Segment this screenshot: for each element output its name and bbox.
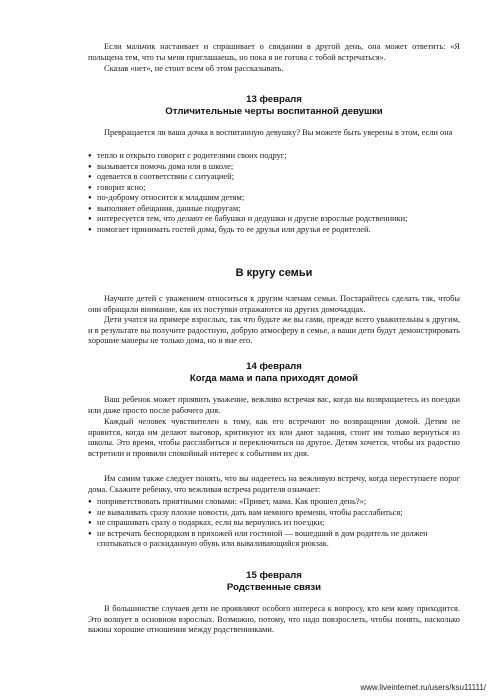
feb13-bullet-list (88, 151, 460, 235)
list-item: ● говорит ясно; (88, 183, 460, 194)
family-paragraph-1: Научите детей с уважением относиться к другим членам семьи. Постарайтесь сделать так, чтобы они обращали внимание, как их поступки отражаются на других домочадцах. (88, 294, 460, 314)
list-item: ● не вываливать сразу плохие новости, дать вам немного времени, чтобы расслабиться; (88, 508, 460, 519)
feb14-bullet-list (88, 497, 460, 550)
feb14-paragraph-1: Ваш ребенок может проявить уважение, вежливо встречая вас, когда вы возвращаетесь из поездки или даже просто после рабочего дня. (88, 395, 460, 415)
feb13-title-heading: Отличительные черты воспитанной девушки (165, 106, 383, 117)
list-item: ● помогает принимать гостей дома, будь то ее друзья или друзья ее родителей. (88, 225, 460, 236)
list-item: ● вызывается помочь дома или в школе; (88, 162, 460, 173)
list-item: ● одевается в соответствии с ситуацией; (88, 172, 460, 183)
list-item: ● выполняет обещания, данные подругам; (88, 204, 460, 215)
feb14-title-heading: Когда мама и папа приходят домой (189, 373, 359, 384)
intro-paragraph-1: Если мальчик настаивает и спрашивает о свидании в другой день, она может ответить: «Я польщена тем, что ты меня приглашаешь, но пока я не готова с тобой встречаться». (88, 42, 460, 62)
family-section-heading: В кругу семьи (235, 267, 313, 279)
feb15-paragraph-1: В большинстве случаев дети не проявляют особого интереса к вопросу, кто кем кому приходится. Это волнует в основном взрослых. Возможно, потому, что надо повзрослеть, чтобы понять, насколько важны хорошие отношения между родственниками. (88, 604, 460, 635)
feb13-lead-paragraph: Превращается ли ваша дочка в воспитанную девушку? Вы можете быть уверены в этом, если она (104, 128, 453, 137)
list-item: ● не встречать беспорядком в прихожей или гостиной — вошедший в дом родитель не должен спотыкаться о раскиданную обувь или вываливающийся рюкзак. (88, 529, 460, 550)
list-item: ● тепло и открыто говорит с родителями своих подруг; (88, 151, 460, 162)
list-item: ● поприветствовать приятными словами: «Привет, мама. Как прошел день?»; (88, 497, 460, 508)
feb14-paragraph-3: Им самим также следует понять, что вы надеетесь на вежливую встречу, когда переступаете порог дома. Скажите ребенку, что вежливая встреча родителя означает: (88, 474, 460, 494)
feb14-date-heading: 14 февраля (246, 361, 302, 372)
feb13-date-heading: 13 февраля (246, 94, 302, 105)
feb15-date-heading: 15 февраля (246, 570, 302, 581)
source-url-footer: www.liveinternet.ru/users/ksu11111/ (360, 683, 486, 692)
list-item: ● не спрашивать сразу о подарках, если вы вернулись из поездки; (88, 518, 460, 529)
list-item: ● по-доброму относится к младшим детям; (88, 193, 460, 204)
feb14-paragraph-2: Каждый человек чувствителен к тому, как его встречают по возвращении домой. Детям не нравится, когда им делают выговор, критикуют их или дают задания, стоит им только вернуться из школы. Это время, чтобы расслабиться и переключиться на другое. Детям хочется, чтобы их радостно встретили и проявили спокойный интерес к событиям их дня. (88, 417, 460, 458)
list-item: ● интересуется тем, что делают ее бабушки и дедушки и другие взрослые родственники; (88, 214, 460, 225)
intro-paragraph-2: Сказав «нет», не стоит всем об этом рассказывать. (104, 64, 284, 73)
feb15-title-heading: Родственные связи (226, 582, 322, 593)
family-paragraph-2: Дети учатся на примере взрослых, так что будьте же вы сами, прежде всего уважительны к другим, и в результате вы получите радостную, добрую атмосферу в семье, а ваши дети будут демонстрировать хорошие манеры не только дома, но и вне его. (88, 315, 460, 346)
